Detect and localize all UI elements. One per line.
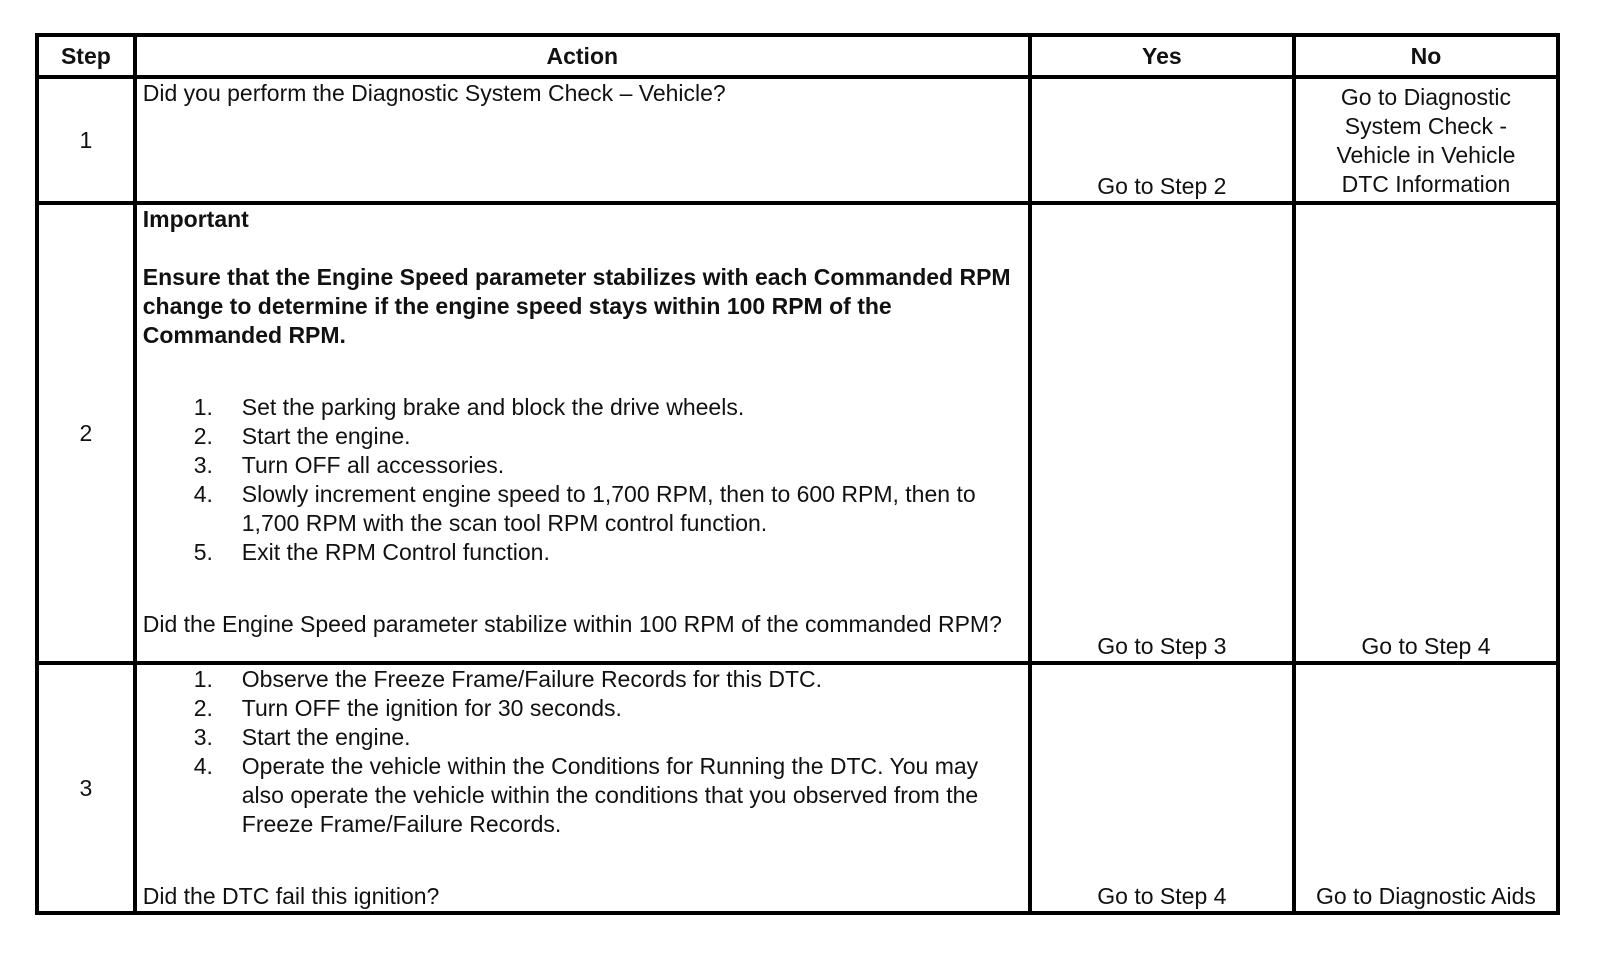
item-number: 3. <box>193 452 213 478</box>
list-item <box>143 393 1022 422</box>
important-text: Ensure that the Engine Speed parameter stabilizes with each Commanded RPM change to determine if the engine speed stays within 100 RPM of the Commanded RPM. <box>142 264 1011 348</box>
no-cell: Go to Diagnostic Aids <box>1294 663 1558 913</box>
item-text: Observe the Freeze Frame/Failure Records for this DTC. <box>241 666 823 692</box>
list-item <box>143 723 1022 752</box>
item-text: Set the parking brake and block the drive wheels. <box>241 394 745 420</box>
yes-cell: Go to Step 2 <box>1030 77 1294 203</box>
table-row-step-1 <box>37 77 1558 203</box>
header-row <box>37 35 1558 77</box>
item-number: 4. <box>193 481 213 507</box>
diagnostic-table <box>35 33 1560 915</box>
table-row-step-3 <box>37 663 1558 913</box>
action-question: Did the DTC fail this ignition? <box>142 883 440 909</box>
action-question: Did you perform the Diagnostic System Check – Vehicle? <box>142 80 726 106</box>
item-text: Turn OFF all accessories. <box>241 452 505 478</box>
item-text: Start the engine. <box>241 724 411 750</box>
item-number: 1. <box>193 666 213 692</box>
list-item <box>143 480 1022 538</box>
item-number: 2. <box>193 423 213 449</box>
header-step: Step <box>37 35 135 77</box>
no-line: DTC Information <box>1341 171 1511 197</box>
header-yes: Yes <box>1030 35 1294 77</box>
important-label: Important <box>142 206 249 232</box>
action-cell <box>135 203 1030 663</box>
item-text: Start the engine. <box>241 423 411 449</box>
step-number: 2 <box>37 203 135 663</box>
list-item <box>143 422 1022 451</box>
item-number: 5. <box>193 539 213 565</box>
step-number: 3 <box>37 663 135 913</box>
no-cell <box>1294 77 1558 203</box>
action-cell <box>135 77 1030 203</box>
item-number: 4. <box>193 753 213 779</box>
table-row-step-2 <box>37 203 1558 663</box>
item-number: 2. <box>193 695 213 721</box>
item-text: Turn OFF the ignition for 30 seconds. <box>241 695 622 721</box>
item-number: 1. <box>193 394 213 420</box>
no-line: Go to Diagnostic <box>1340 84 1511 110</box>
item-text: Slowly increment engine speed to 1,700 RPM, then to 600 RPM, then to 1,700 RPM with the scan tool RPM control function. <box>241 481 976 536</box>
action-cell <box>135 663 1030 913</box>
list-item <box>143 665 1022 694</box>
header-no: No <box>1294 35 1558 77</box>
item-text: Operate the vehicle within the Conditions for Running the DTC. You may also operate the vehicle within the conditions that you observed from the Freeze Frame/Failure Records. <box>241 753 979 837</box>
item-text: Exit the RPM Control function. <box>241 539 550 565</box>
list-item <box>143 694 1022 723</box>
list-item <box>143 538 1022 567</box>
list-item <box>143 752 1022 839</box>
header-action: Action <box>135 35 1030 77</box>
no-cell: Go to Step 4 <box>1294 203 1558 663</box>
yes-cell: Go to Step 3 <box>1030 203 1294 663</box>
action-question: Did the Engine Speed parameter stabilize within 100 RPM of the commanded RPM? <box>142 611 1002 637</box>
yes-cell: Go to Step 4 <box>1030 663 1294 913</box>
no-line: System Check - <box>1344 113 1508 139</box>
step-number: 1 <box>37 77 135 203</box>
procedure-list <box>143 665 1022 839</box>
list-item <box>143 451 1022 480</box>
procedure-list <box>143 393 1022 567</box>
no-line: Vehicle in Vehicle <box>1336 142 1516 168</box>
item-number: 3. <box>193 724 213 750</box>
